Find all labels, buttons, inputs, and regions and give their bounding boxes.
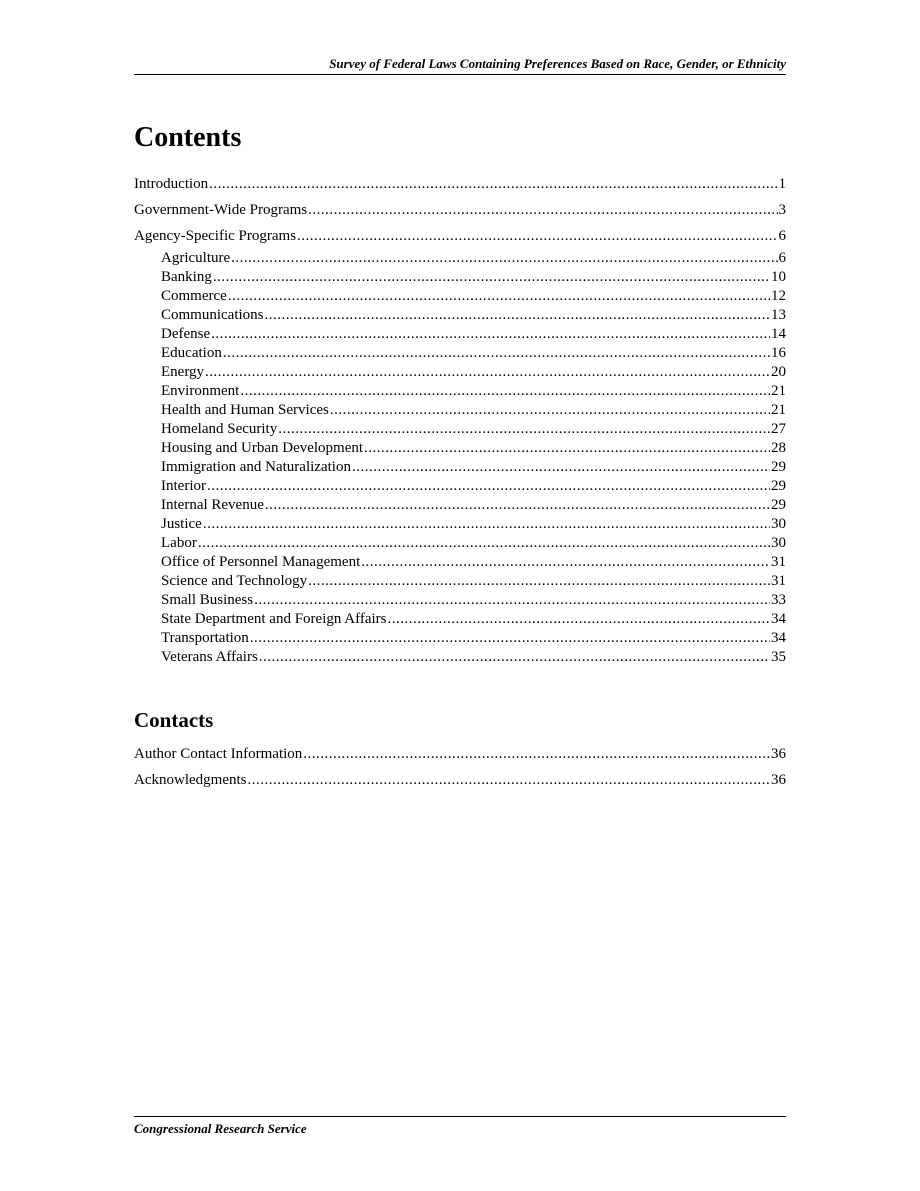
dot-leader [231,250,777,267]
toc-entry-label: Introduction [134,176,209,192]
toc-subentry-label: Justice [161,516,202,532]
toc-entry-agency-specific-programs[interactable] [134,228,786,247]
toc-subentry-label: Veterans Affairs [161,649,258,665]
toc-subentry-label: Immigration and Naturalization [161,459,351,475]
toc-subentry-page: 12 [771,288,786,304]
dot-leader [361,554,770,571]
toc-subentry-page: 29 [771,459,786,475]
dot-leader [308,202,777,219]
toc-subentry-page: 33 [771,592,786,608]
toc-subentry[interactable] [134,364,786,383]
dot-leader [303,746,770,763]
dot-leader [364,440,770,457]
toc-subentry[interactable] [134,535,786,554]
toc-subentry-page: 10 [771,269,786,285]
dot-leader [198,535,770,552]
dot-leader [388,611,771,628]
toc-subentry-label: Homeland Security [161,421,278,437]
toc-subentry-label: Energy [161,364,205,380]
dot-leader [265,307,771,324]
dot-leader [278,421,770,438]
toc-subentry-page: 20 [771,364,786,380]
toc-subentry-label: Commerce [161,288,227,304]
toc-subentry-page: 6 [778,250,786,266]
toc-subentry-page: 21 [771,383,786,399]
toc-entry-author-contact-information[interactable] [134,746,786,765]
toc-subentry-label: Transportation [161,630,249,646]
agency-sublist [134,250,786,668]
toc-subentry-label: Labor [161,535,197,551]
toc-subentry[interactable] [134,573,786,592]
toc-subentry-label: Communications [161,307,264,323]
toc-subentry[interactable] [134,421,786,440]
dot-leader [203,516,770,533]
toc-subentry[interactable] [134,402,786,421]
toc-subentry-label: Health and Human Services [161,402,329,418]
toc-subentry[interactable] [134,478,786,497]
toc-subentry-label: Defense [161,326,211,342]
page-title: Contents [134,122,242,153]
toc-subentry[interactable] [134,611,786,630]
contacts-heading: Contacts [134,708,214,732]
toc-subentry[interactable] [134,516,786,535]
toc-entry-page: 3 [778,202,786,218]
dot-leader [259,649,770,666]
toc-subentry-label: Housing and Urban Development [161,440,364,456]
toc-subentry-label: Interior [161,478,206,494]
toc-subentry[interactable] [134,440,786,459]
toc-subentry-page: 31 [771,554,786,570]
toc-entry-introduction[interactable] [134,176,786,195]
toc-subentry-page: 34 [771,630,786,646]
dot-leader [330,402,770,419]
dot-leader [247,772,770,789]
dot-leader [254,592,770,609]
toc-subentry-label: Small Business [161,592,254,608]
toc-subentry-page: 29 [771,478,786,494]
toc-entry-page: 6 [778,228,786,244]
table-of-contents [134,176,786,668]
toc-subentry[interactable] [134,326,786,345]
toc-subentry[interactable] [134,554,786,573]
running-footer: Congressional Research Service [134,1116,786,1137]
toc-subentry-page: 35 [771,649,786,665]
dot-leader [223,345,770,362]
toc-subentry[interactable] [134,383,786,402]
toc-subentry-page: 30 [771,516,786,532]
dot-leader [240,383,770,400]
toc-entry-label: Government-Wide Programs [134,202,308,218]
contacts-list [134,746,786,798]
toc-subentry-page: 29 [771,497,786,513]
dot-leader [265,497,770,514]
dot-leader [209,176,777,193]
toc-subentry-page: 16 [771,345,786,361]
toc-subentry-label: Education [161,345,222,361]
toc-subentry[interactable] [134,649,786,668]
toc-subentry-label: Agriculture [161,250,231,266]
toc-subentry-label: State Department and Foreign Affairs [161,611,387,627]
toc-subentry-label: Internal Revenue [161,497,264,513]
dot-leader [205,364,770,381]
toc-subentry-page: 34 [771,611,786,627]
toc-entry-label: Author Contact Information [134,746,303,762]
toc-entry-label: Acknowledgments [134,772,247,788]
toc-entry-page: 36 [771,772,786,788]
toc-subentry[interactable] [134,497,786,516]
toc-subentry-page: 27 [771,421,786,437]
toc-subentry-label: Office of Personnel Management [161,554,361,570]
toc-subentry[interactable] [134,307,786,326]
dot-leader [352,459,770,476]
dot-leader [211,326,770,343]
toc-entry-acknowledgments[interactable] [134,772,786,791]
running-header: Survey of Federal Laws Containing Preferences Based on Race, Gender, or Ethnicity [134,56,786,75]
dot-leader [308,573,770,590]
toc-subentry-page: 13 [771,307,786,323]
dot-leader [297,228,777,245]
toc-subentry-page: 14 [771,326,786,342]
dot-leader [250,630,770,647]
dot-leader [207,478,770,495]
dot-leader [228,288,770,305]
toc-subentry-label: Environment [161,383,240,399]
toc-subentry[interactable] [134,269,786,288]
toc-subentry[interactable] [134,592,786,611]
toc-subentry-page: 21 [771,402,786,418]
toc-subentry-page: 30 [771,535,786,551]
toc-entry-government-wide-programs[interactable] [134,202,786,221]
toc-subentry[interactable] [134,345,786,364]
toc-subentry-label: Banking [161,269,212,285]
toc-entry-page: 1 [778,176,786,192]
dot-leader [213,269,770,286]
toc-subentry[interactable] [134,288,786,307]
toc-entry-page: 36 [771,746,786,762]
toc-subentry[interactable] [134,459,786,478]
toc-subentry[interactable] [134,250,786,269]
toc-subentry[interactable] [134,630,786,649]
toc-entry-label: Agency-Specific Programs [134,228,297,244]
toc-subentry-page: 28 [771,440,786,456]
toc-subentry-label: Science and Technology [161,573,308,589]
toc-subentry-page: 31 [771,573,786,589]
